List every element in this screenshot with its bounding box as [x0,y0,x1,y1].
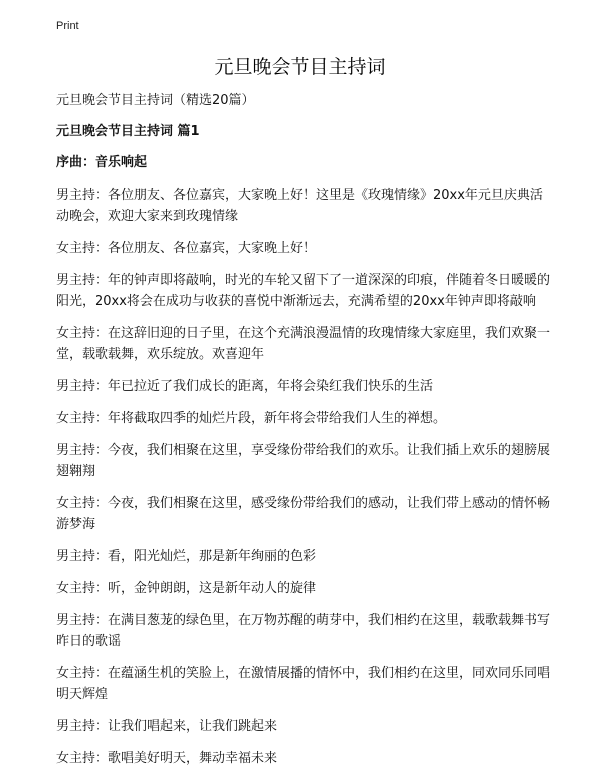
section-heading: 元旦晚会节目主持词 篇1 [56,124,200,139]
paragraph-12: 女主持：在蕴涵生机的笑脸上，在激情展播的情怀中，我们相约在这里，同欢同乐同唱明天辉煌 [56,666,551,702]
paragraph-10: 女主持：听，金钟朗朗，这是新年动人的旋律 [56,581,317,596]
paragraph-7: 男主持：今夜，我们相聚在这里，享受缘份带给我们的欢乐。让我们插上欢乐的翅膀展翅翱翔 [56,443,551,479]
paragraph-9: 男主持：看，阳光灿烂，那是新年绚丽的色彩 [56,549,317,564]
prelude-heading: 序曲：音乐响起 [56,155,148,170]
page-title: 元旦晚会节目主持词 [214,56,386,78]
paragraph-14: 女主持：歌唱美好明天，舞动幸福未来 [56,751,278,766]
document-body [56,92,550,780]
paragraph-4: 女主持：在这辞旧迎的日子里，在这个充满浪漫温情的玫瑰情缘大家庭里，我们欢聚一堂，载歌载舞，欢乐绽放。欢喜迎年 [56,326,551,362]
paragraph-13: 男主持：让我们唱起来，让我们跳起来 [56,719,278,734]
document-subtitle: 元旦晚会节目主持词（精选20篇） [56,93,255,108]
print-link[interactable]: Print [56,20,79,32]
paragraph-6: 女主持：年将截取四季的灿烂片段，新年将会带给我们人生的禅想。 [56,411,447,426]
paragraph-8: 女主持：今夜，我们相聚在这里，感受缘份带给我们的感动，让我们带上感动的情怀畅游梦海 [56,496,551,532]
paragraph-11: 男主持：在满目葱茏的绿色里，在万物苏醒的萌芽中，我们相约在这里，载歌载舞书写昨日的歌谣 [56,613,551,649]
paragraph-3: 男主持：年的钟声即将敲响，时光的车轮又留下了一道深深的印痕，伴随着冬日暖暖的阳光，20xx将会在成功与收获的喜悦中渐渐远去，充满希望的20xx年钟声即将敲响 [56,273,551,309]
paragraph-5: 男主持：年已拉近了我们成长的距离，年将会染红我们快乐的生活 [56,379,434,394]
paragraph-2: 女主持：各位朋友、各位嘉宾，大家晚上好！ [56,241,317,256]
paragraph-1: 男主持：各位朋友、各位嘉宾，大家晚上好！这里是《玫瑰情缘》20xx年元旦庆典活动晚会，欢迎大家来到玫瑰情缘 [56,188,543,224]
